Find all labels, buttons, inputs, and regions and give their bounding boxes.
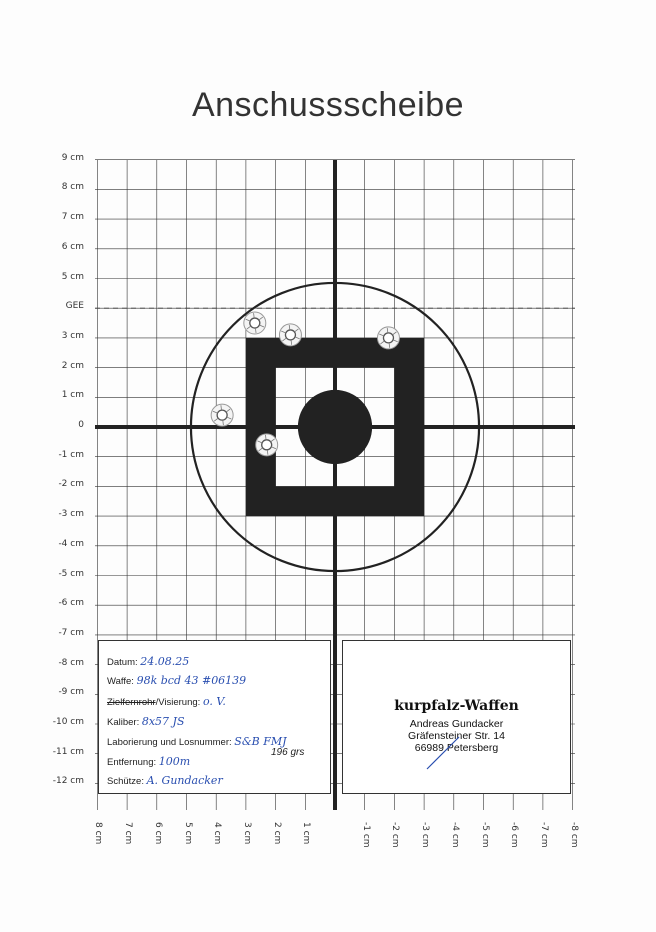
signature-mark <box>343 641 572 795</box>
laborierung-row <box>107 735 287 748</box>
y-axis-label: -12 cm <box>52 776 84 787</box>
laborierung-value: S&B FMJ <box>234 735 287 748</box>
x-axis-label: -1 cm <box>360 822 371 848</box>
waffe-row <box>107 674 246 687</box>
stamp-city: 66989 Petersberg <box>414 742 499 754</box>
x-axis-label: -8 cm <box>568 822 579 848</box>
y-axis-label: -11 cm <box>52 746 84 757</box>
schuetze-value: A. Gundacker <box>146 774 223 787</box>
y-axis-label: 5 cm <box>61 271 84 282</box>
zielfernrohr-label: Zielfernrohr <box>107 697 156 708</box>
kaliber-label: Kaliber: <box>107 717 140 728</box>
y-axis-label: 0 <box>78 420 84 430</box>
y-axis-label: 6 cm <box>61 241 84 252</box>
entfernung-row <box>107 755 190 768</box>
x-axis-label: -2 cm <box>390 822 401 848</box>
waffe-value: 98k bcd 43 #06139 <box>136 674 247 687</box>
bullet-hole <box>285 330 295 340</box>
stamp-box <box>342 640 571 794</box>
schuetze-label: Schütze: <box>107 776 144 787</box>
bullet-hole <box>250 318 260 328</box>
y-axis-label: 3 cm <box>61 330 84 341</box>
x-axis-label: -6 cm <box>509 822 520 848</box>
stamp-name: Andreas Gundacker <box>409 718 504 730</box>
stamp-street: Gräfensteiner Str. 14 <box>408 730 505 742</box>
bullseye <box>298 390 372 464</box>
schuetze-row <box>107 774 223 787</box>
y-axis-label: 9 cm <box>61 152 84 163</box>
x-axis-label: 5 cm <box>182 822 193 845</box>
x-axis-label: -4 cm <box>449 822 460 848</box>
y-axis-label: -8 cm <box>58 657 84 668</box>
bullet-hole <box>217 410 227 420</box>
x-axis-label: 1 cm <box>301 822 312 845</box>
visierung-value: o. V. <box>202 695 226 708</box>
y-axis-label: -3 cm <box>58 509 84 520</box>
datum-label: Datum: <box>107 657 138 668</box>
kaliber-value: 8x57 JS <box>141 715 185 728</box>
laborierung-label: Laborierung und Losnummer: <box>107 737 232 748</box>
datum-row <box>107 655 189 668</box>
y-axis-label: -4 cm <box>58 538 84 549</box>
bullet-hole <box>383 333 393 343</box>
entfernung-label: Entfernung: <box>107 757 157 768</box>
y-axis-label: 7 cm <box>61 212 84 223</box>
y-axis-label: -9 cm <box>58 687 84 698</box>
entfernung-value: 100m <box>158 755 191 768</box>
x-axis-label: 7 cm <box>123 822 134 845</box>
y-axis-label: -5 cm <box>58 568 84 579</box>
x-axis-label: 8 cm <box>93 822 104 845</box>
x-axis-label: -3 cm <box>420 822 431 848</box>
y-axis-label: 2 cm <box>61 360 84 371</box>
y-axis-label: -10 cm <box>52 717 84 727</box>
y-axis-label: -1 cm <box>58 449 84 460</box>
bullet-hole <box>262 440 272 450</box>
x-axis-label: 2 cm <box>271 822 282 845</box>
x-axis-label: -7 cm <box>538 822 549 848</box>
y-axis-label: 8 cm <box>61 182 84 193</box>
y-axis-label: -6 cm <box>58 598 84 609</box>
x-axis-label: 3 cm <box>241 822 252 845</box>
stamp-brand: kurpfalz-Waffen <box>394 698 519 714</box>
visierung-label: /Visierung: <box>155 697 201 708</box>
visierung-row <box>107 695 226 708</box>
kaliber-row <box>107 715 185 728</box>
x-axis-label: 6 cm <box>152 822 163 845</box>
y-axis-label: -2 cm <box>58 479 84 490</box>
y-axis-label: GEE <box>65 301 84 312</box>
y-axis-label: 1 cm <box>61 390 84 401</box>
laborierung-value-2: 196 grs <box>271 747 305 758</box>
waffe-label: Waffe: <box>107 676 134 687</box>
page-title: Anschussscheibe <box>191 86 465 124</box>
x-axis-label: -5 cm <box>479 822 490 848</box>
info-box <box>98 640 331 794</box>
y-axis-label: -7 cm <box>58 627 84 638</box>
x-axis-label: 4 cm <box>212 822 223 845</box>
datum-value: 24.08.25 <box>140 655 190 668</box>
